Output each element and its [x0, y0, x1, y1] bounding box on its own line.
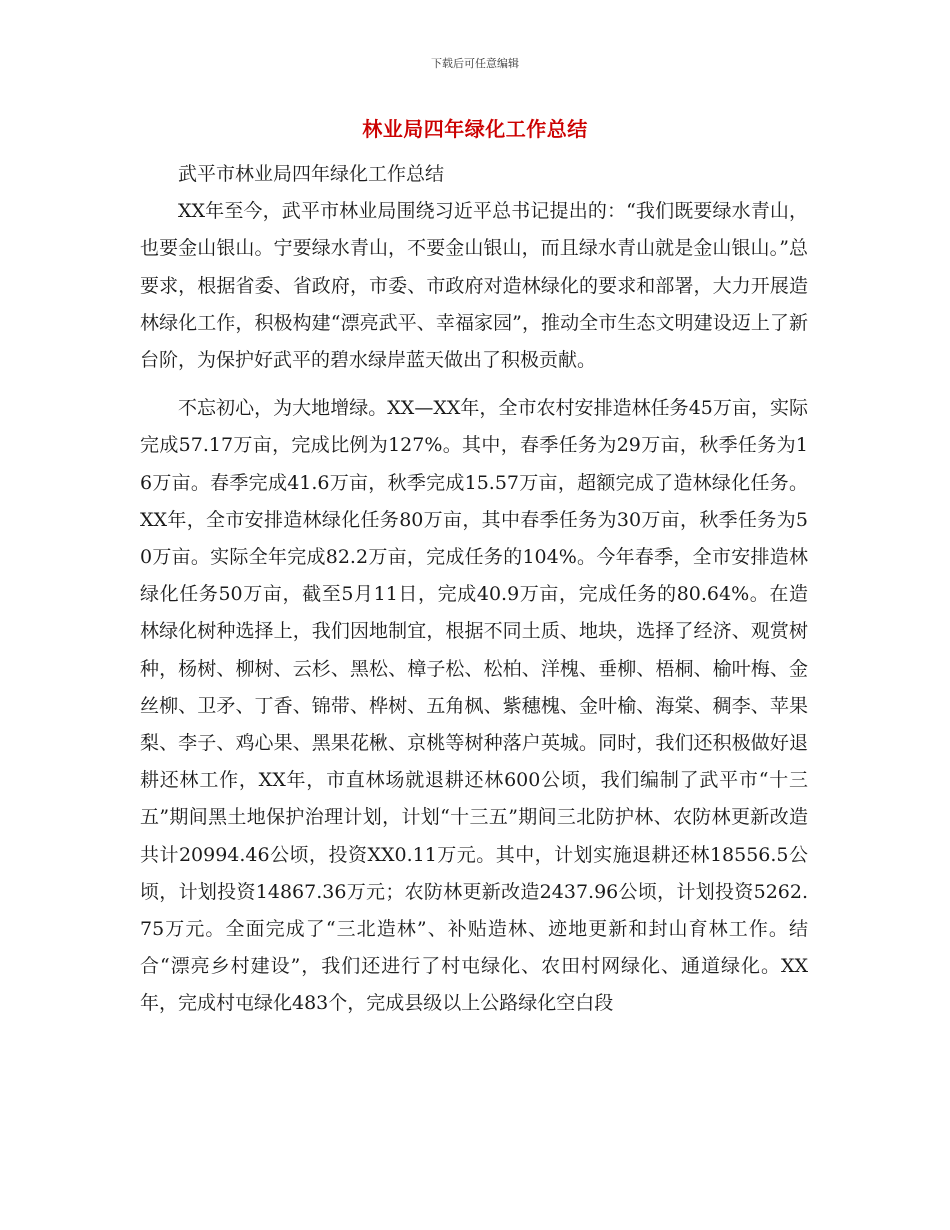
document-body — [140, 156, 808, 1023]
document-subtitle: 武平市林业局四年绿化工作总结 — [178, 163, 445, 185]
paragraph-intro: XX年至今，武平市林业局围绕习近平总书记提出的：“我们既要绿水青山，也要金山银山。宁要绿水青山，不要金山银山，而且绿水青山就是金山银山。”总要求，根据省委、省政府，市委、市政府对造林绿化的要求和部署，大力开展造林绿化工作，积极构建“漂亮武平、幸福家园”，推动全市生态文明建设迈上了新台阶，为保护好武平的碧水绿岸蓝天做出了积极贡献。 — [140, 200, 808, 372]
document-title: 林业局四年绿化工作总结 — [362, 117, 588, 141]
paragraph-afforestation: 不忘初心，为大地增绿。XX—XX年，全市农村安排造林任务45万亩，实际完成57.17万亩，完成比例为127%。其中，春季任务为29万亩，秋季任务为16万亩。春季完成41.6万亩，秋季完成15.57万亩，超额完成了造林绿化任务。XX年，全市安排造林绿化任务80万亩，其中春季任务为30万亩，秋季任务为50万亩。实际全年完成82.2万亩，完成任务的104%。今年春季，全市安排造林绿化任务50万亩，截至5月11日，完成40.9万亩，完成任务的80.64%。在造林绿化树种选择上，我们因地制宜，根据不同土质、地块，选择了经济、观赏树种，杨树、柳树、云杉、黑松、樟子松、松柏、洋槐、垂柳、梧桐、榆叶梅、金丝柳、卫矛、丁香、锦带、桦树、五角枫、紫穗槐、金叶榆、海棠、稠李、苹果梨、李子、鸡心果、黑果花楸、京桃等树种落户英城。同时，我们还积极做好退耕还林工作，XX年，市直林场就退耕还林600公顷，我们编制了武平市“十三五”期间黑土地保护治理计划，计划“十三五”期间三北防护林、农防林更新改造共计20994.46公顷，投资XX0.11万元。其中，计划实施退耕还林18556.5公顷，计划投资14867.36万元；农防林更新改造2437.96公顷，计划投资5262.75万元。全面完成了“三北造林”、补贴造林、迹地更新和封山育林工作。结合“漂亮乡村建设”，我们还进行了村屯绿化、农田村网绿化、通道绿化。XX年，完成村屯绿化483个，完成县级以上公路绿化空白段 — [140, 397, 808, 1015]
header-note: 下载后可任意编辑 — [431, 57, 519, 70]
